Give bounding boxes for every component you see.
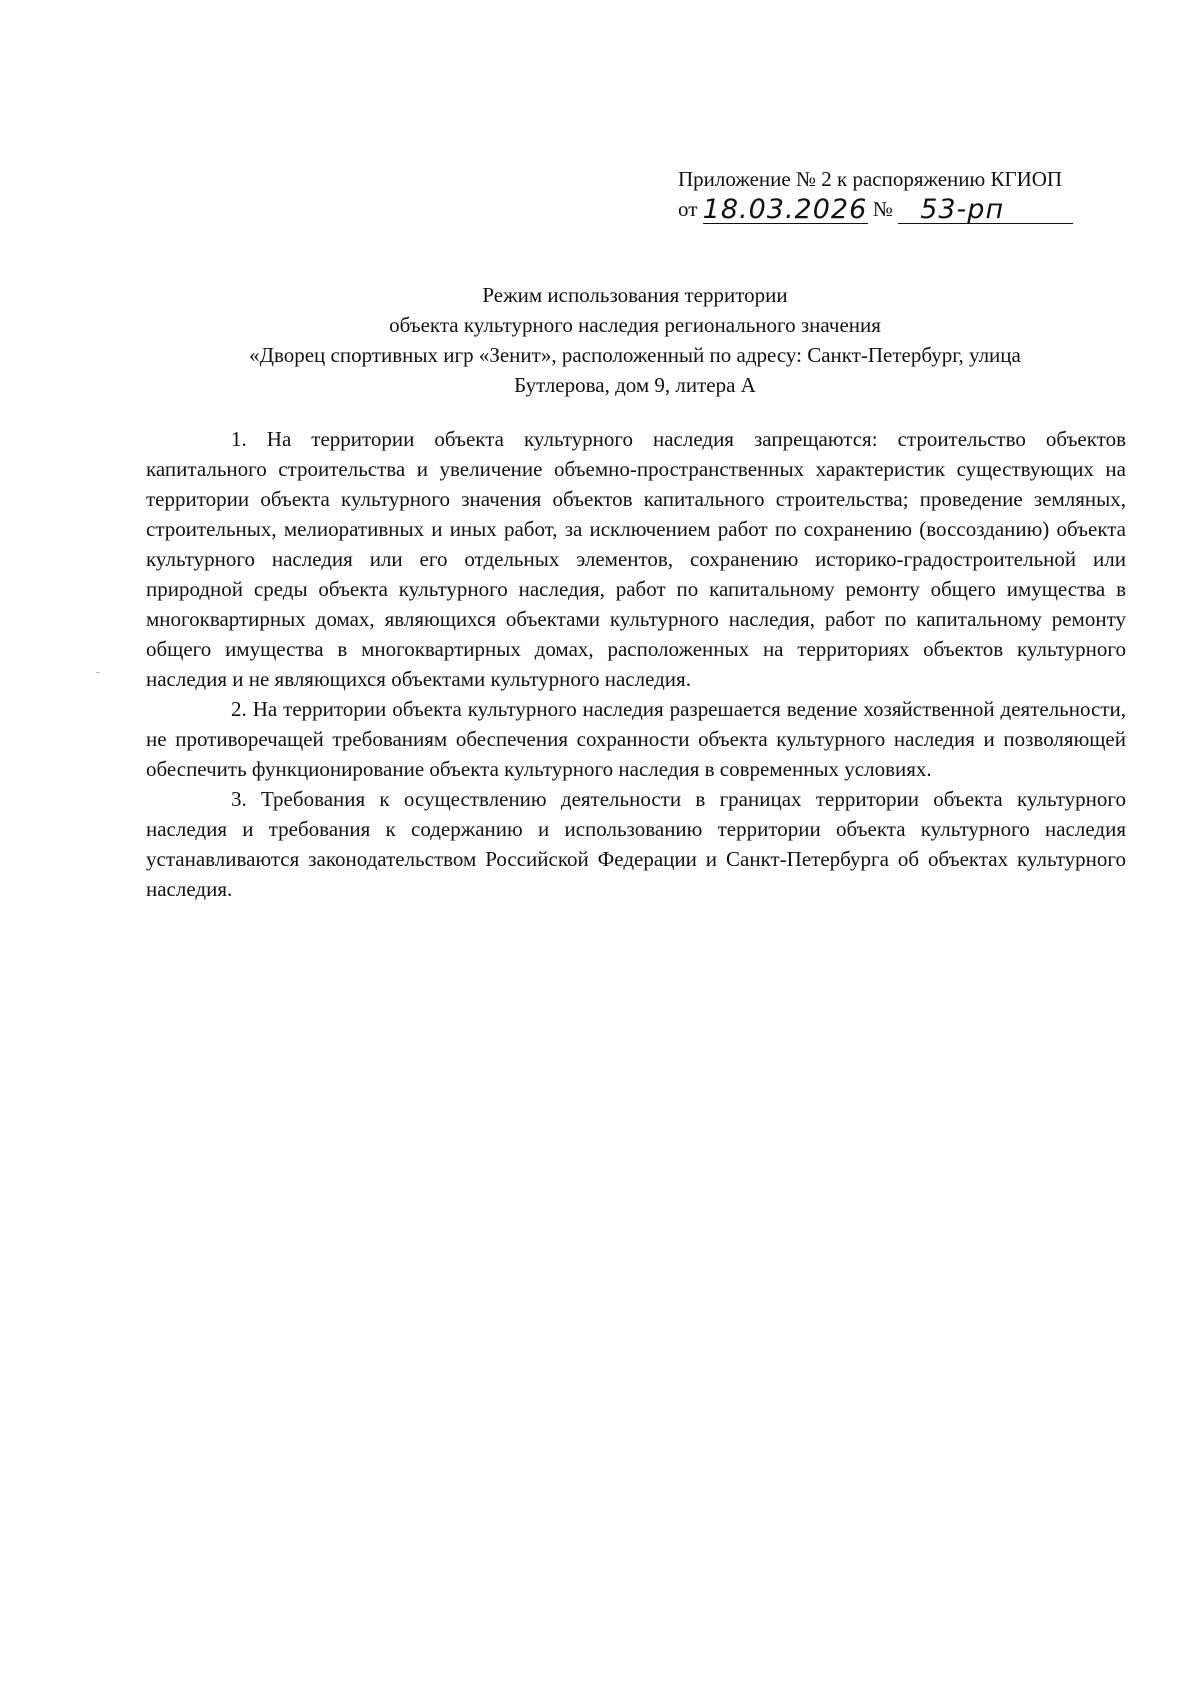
scan-margin-mark xyxy=(96,672,100,673)
handwritten-number: 53-рп xyxy=(920,194,1005,225)
paragraph-1: 1. На территории объекта культурного наследия запрещаются: строительство объектов капитального строительства и увеличение объемно-пространственных характеристик существующих на территории объекта культурного значения объектов капитального строительства; проведение земляных, строительных, мелиоративных и иных работ, за исключением работ по сохранению (воссозданию) объекта культурного наследия или его отдельных элементов, сохранению историко-градостроительной или природной среды объекта культурного наследия, работ по капитальному ремонту общего имущества в многоквартирных домах, являющихся объектами культурного наследия, работ по капитальному ремонту общего имущества в многоквартирных домах, расположенных на территориях объектов культурного наследия и не являющихся объектами культурного наследия. xyxy=(146,427,1126,691)
document-body xyxy=(146,424,1126,904)
title-line-3: «Дворец спортивных игр «Зенит», расположенный по адресу: Санкт-Петербург, улица xyxy=(249,343,1021,367)
document-title xyxy=(140,280,1130,400)
title-line-1: Режим использования территории xyxy=(482,283,788,307)
appendix-date-number-line xyxy=(678,194,1138,228)
date-field xyxy=(703,195,868,224)
title-line-2: объекта культурного наследия регионального значения xyxy=(389,313,881,337)
number-field xyxy=(898,195,1073,224)
appendix-header xyxy=(678,164,1138,228)
from-label: от xyxy=(678,197,698,221)
title-line-4: Бутлерова, дом 9, литера А xyxy=(514,373,756,397)
handwritten-date: 18.03.2026 xyxy=(702,194,868,225)
paragraph-2: 2. На территории объекта культурного наследия разрешается ведение хозяйственной деятельности, не противоречащей требованиям обеспечения сохранности объекта культурного наследия и позволяющей обеспечить функционирование объекта культурного наследия в современных условиях. xyxy=(146,697,1126,781)
paragraph-3: 3. Требования к осуществлению деятельности в границах территории объекта культурного наследия и требования к содержанию и использованию территории объекта культурного наследия устанавливаются законодательством Российской Федерации и Санкт-Петербурга об объектах культурного наследия. xyxy=(146,787,1126,901)
number-label: № xyxy=(872,197,893,221)
appendix-title: Приложение № 2 к распоряжению КГИОП xyxy=(678,167,1063,191)
